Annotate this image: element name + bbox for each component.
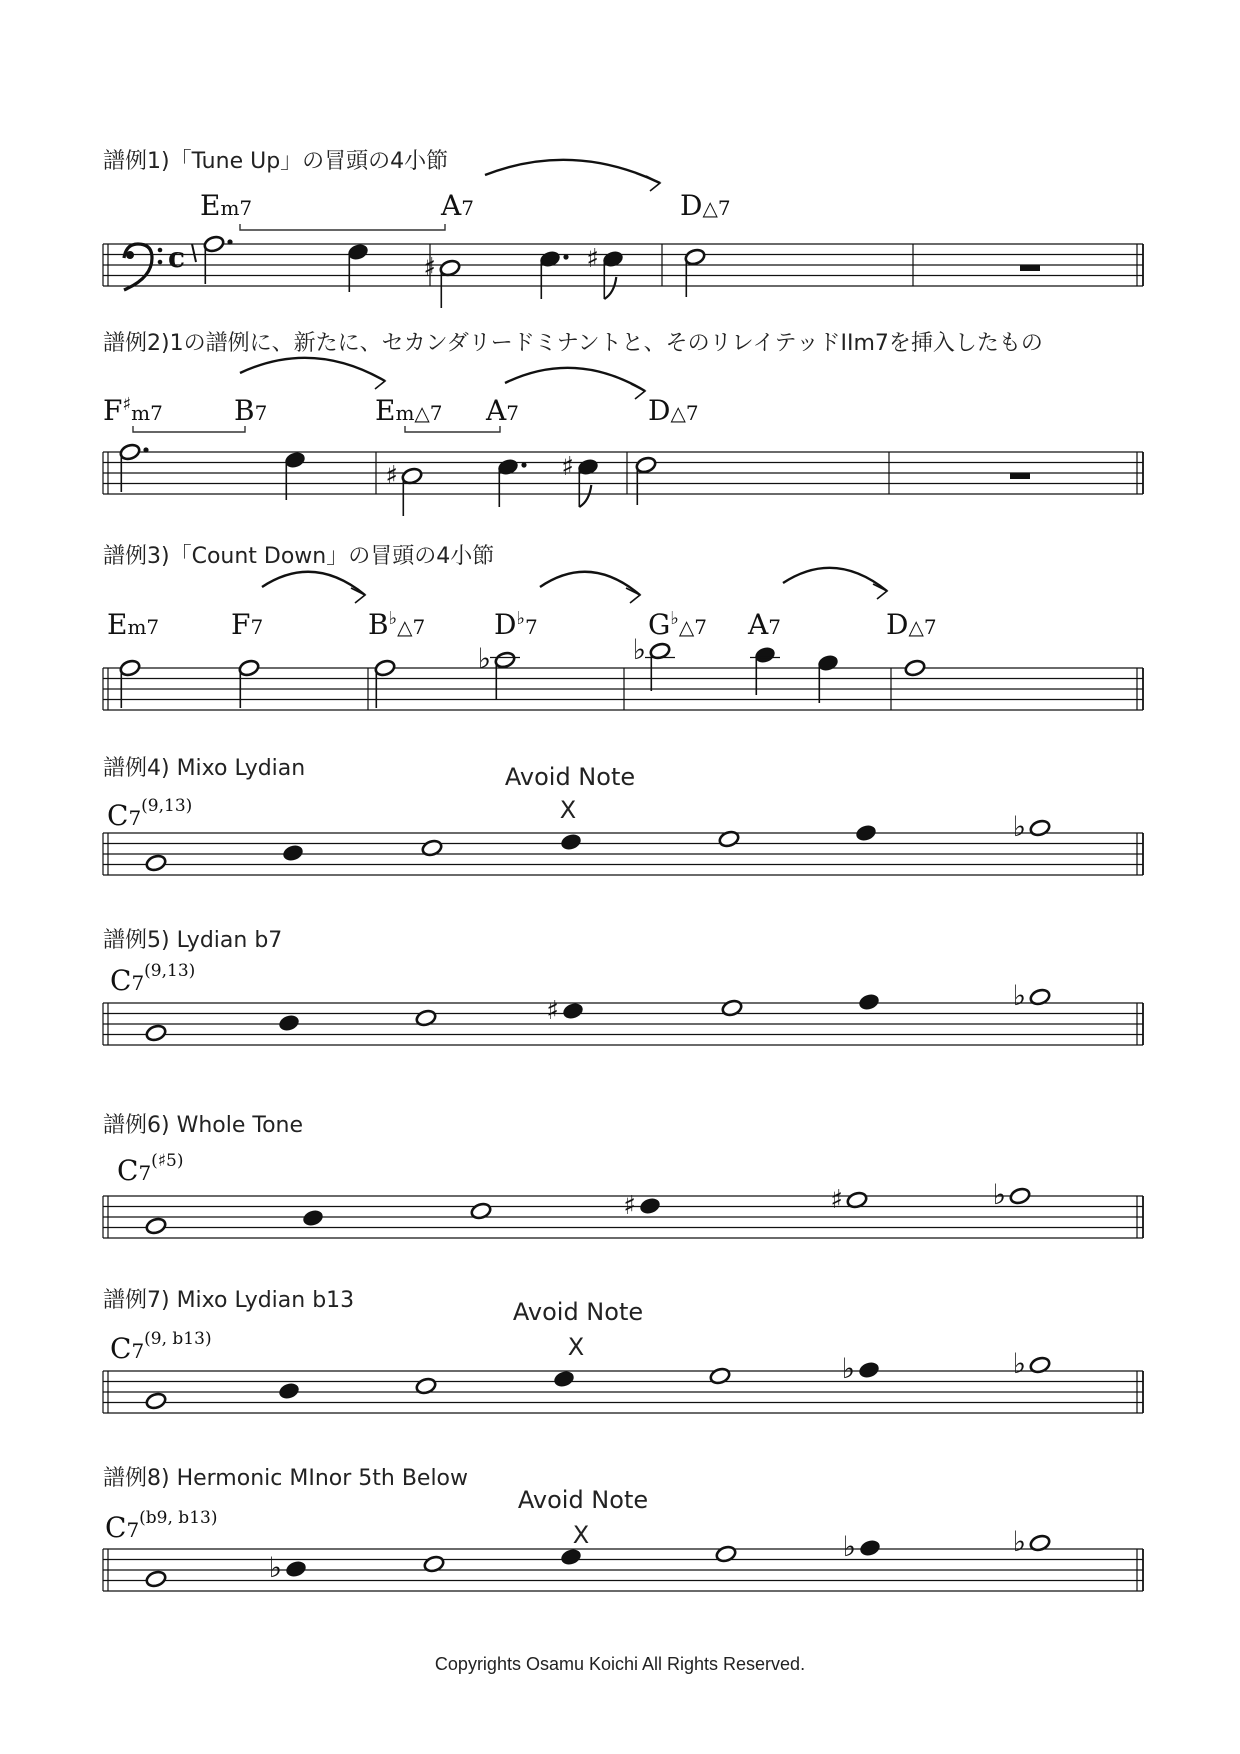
example-label: 譜例3)「Count Down」の冒頭の4小節 [103, 544, 495, 569]
chord-quality: 7 [131, 1339, 145, 1363]
bass-clef-dot [158, 248, 163, 253]
accidental: ♯ [546, 996, 559, 1026]
chord-symbol [494, 608, 538, 641]
chord-root: D [886, 608, 909, 641]
notehead [858, 993, 880, 1012]
note [145, 854, 167, 873]
chord-root: C [107, 799, 129, 832]
note [203, 235, 233, 284]
note [843, 1530, 881, 1563]
chord-extension: (9,13) [141, 796, 193, 816]
chord-symbol [747, 608, 781, 641]
notehead [278, 1382, 300, 1401]
chord-root: F [103, 394, 123, 427]
chord-quality: 7 [128, 806, 142, 830]
note [539, 250, 569, 299]
note [560, 1548, 582, 1567]
note [1013, 1347, 1051, 1380]
chord-symbol [648, 394, 699, 427]
notehead [817, 654, 839, 673]
chord-quality: 7 [768, 615, 781, 639]
staff [103, 833, 1143, 875]
chord-quality: 7 [131, 971, 145, 995]
accidental: ♭ [1012, 810, 1026, 843]
staff [103, 452, 1143, 494]
staff [103, 1003, 1143, 1045]
chord-extension: (9,13) [144, 961, 196, 981]
chord-symbol [648, 608, 707, 641]
notehead [145, 1217, 167, 1236]
note [145, 1392, 167, 1411]
notehead [553, 1370, 575, 1389]
accidental: ♭ [992, 1178, 1006, 1211]
chord-symbol [110, 1329, 212, 1365]
chord-symbol [485, 394, 519, 427]
whole-rest [1020, 265, 1040, 271]
note [478, 642, 520, 700]
chord-quality: △7 [397, 615, 426, 639]
avoid-note-label: Avoid Note [504, 763, 636, 791]
note [374, 659, 396, 708]
note [561, 452, 599, 507]
accidental: ♯ [423, 253, 436, 283]
chord-symbol [680, 189, 731, 222]
note [119, 659, 141, 708]
accidental: ♯ [586, 244, 599, 274]
chord-quality: 7 [506, 401, 519, 425]
example-label: 譜例8) Hermonic MInor 5th Below [103, 1466, 469, 1491]
notehead [374, 659, 396, 678]
note [238, 659, 260, 708]
example-label: 譜例2)1の譜例に、新たに、セカンダリードミナントと、そのリレイテッドIIm7を挿入したもの [103, 331, 1043, 356]
note-dot [227, 239, 232, 244]
chord-accidental: ♯ [122, 394, 132, 415]
note [904, 659, 926, 678]
chord-symbol [110, 961, 195, 997]
chord-root: G [648, 608, 671, 641]
chord-root: C [117, 1154, 139, 1187]
chord-root: E [375, 394, 396, 427]
chord-symbol [103, 394, 163, 427]
note [269, 1551, 307, 1584]
chord-symbol [105, 1508, 217, 1544]
resolution-arrow [262, 572, 365, 595]
note [282, 844, 304, 863]
chord-quality: △7 [908, 615, 937, 639]
chord-root: E [107, 608, 128, 641]
notehead [560, 1548, 582, 1567]
note [1013, 979, 1051, 1012]
note [546, 996, 584, 1026]
chord-root: D [648, 394, 671, 427]
chord-root: B [234, 394, 255, 427]
chord-quality: 7 [461, 196, 474, 220]
notehead [302, 1209, 324, 1228]
chord-symbol [375, 394, 443, 427]
accidental: ♭ [1012, 979, 1026, 1012]
chord-symbol [231, 608, 263, 641]
accidental: ♭ [477, 642, 491, 675]
chord-root: C [105, 1511, 127, 1544]
notehead [635, 456, 657, 475]
bass-clef-curve [124, 244, 152, 290]
chord-extension: (b9, b13) [139, 1508, 218, 1528]
chord-root: D [494, 608, 517, 641]
example-label: 譜例7) Mixo Lydian b13 [103, 1288, 355, 1313]
notehead [904, 659, 926, 678]
resolution-arrow [240, 358, 385, 381]
notehead [562, 1002, 584, 1021]
accidental: ♯ [830, 1185, 843, 1215]
note [1013, 810, 1051, 843]
notehead [709, 1367, 731, 1386]
note-dot [521, 462, 526, 467]
chord-quality: 7 [254, 401, 268, 425]
note [119, 443, 149, 492]
notehead [145, 1392, 167, 1411]
notehead [282, 844, 304, 863]
note [635, 456, 657, 505]
chord-accidental: ♭ [670, 608, 679, 629]
chord-symbol [234, 394, 267, 427]
notehead [715, 1545, 737, 1564]
example-label: 譜例6) Whole Tone [103, 1113, 304, 1138]
note [145, 1570, 167, 1589]
accidental: ♭ [1012, 1347, 1026, 1380]
chord-quality: 7 [524, 615, 538, 639]
chord-root: C [110, 1332, 132, 1365]
chord-quality: △7 [702, 196, 731, 220]
chord-root: A [486, 394, 507, 427]
note [858, 993, 880, 1012]
whole-rest [1010, 473, 1030, 479]
chord-root: B [368, 608, 389, 641]
notehead [855, 824, 877, 843]
bass-clef-dot [158, 260, 163, 265]
chord-root: D [680, 189, 703, 222]
notehead [721, 999, 743, 1018]
two-five-bracket [240, 224, 445, 230]
accidental: ♭ [268, 1551, 282, 1584]
avoid-note-label: Avoid Note [512, 1298, 644, 1326]
note [145, 1024, 167, 1043]
chord-root: E [200, 189, 221, 222]
chord-quality: m7 [220, 196, 253, 220]
chord-accidental: ♭ [516, 608, 525, 629]
chord-root: A [748, 608, 769, 641]
notehead [1029, 819, 1051, 838]
notehead [859, 1539, 881, 1558]
note [560, 833, 582, 852]
note [385, 461, 423, 516]
notehead [238, 659, 260, 678]
chord-quality: 7 [126, 1518, 140, 1542]
notehead [684, 248, 706, 267]
note [278, 1014, 300, 1033]
notehead [494, 651, 516, 670]
note [278, 1382, 300, 1401]
breath-mark [192, 244, 196, 262]
staff [103, 668, 1143, 710]
note [423, 253, 461, 308]
resolution-arrow [540, 572, 640, 595]
chord-symbol [440, 189, 474, 222]
chord-extension: (♯5) [151, 1151, 184, 1171]
example-label: 譜例5) Lydian b7 [103, 928, 283, 953]
notehead [858, 1361, 880, 1380]
accidental: ♭ [841, 1352, 855, 1385]
note [855, 824, 877, 843]
accidental: ♭ [842, 1530, 856, 1563]
notehead [145, 1570, 167, 1589]
note [830, 1185, 868, 1215]
chord-symbol [886, 608, 937, 641]
avoid-note-mark: X [572, 1521, 590, 1549]
chord-root: F [231, 608, 251, 641]
example-label: 譜例1)「Tune Up」の冒頭の4小節 [103, 149, 449, 174]
chord-symbol [200, 189, 252, 222]
avoid-note-mark: X [559, 796, 577, 824]
notehead [278, 1014, 300, 1033]
note [684, 248, 706, 297]
note [715, 1545, 737, 1564]
note-flag [604, 277, 616, 299]
note [302, 1209, 324, 1228]
resolution-arrow [783, 568, 887, 591]
staff [103, 1371, 1143, 1413]
accidental: ♯ [385, 461, 398, 491]
notehead [754, 646, 776, 665]
notehead [1009, 1187, 1031, 1206]
accidental: ♭ [1012, 1525, 1026, 1558]
staff [103, 244, 1143, 286]
notehead [560, 833, 582, 852]
chord-extension: (9, b13) [144, 1329, 212, 1349]
notehead [439, 259, 461, 278]
note [633, 633, 675, 691]
notehead [145, 854, 167, 873]
chord-quality: m7 [131, 401, 163, 425]
resolution-arrow [485, 160, 660, 183]
accidental: ♭ [632, 633, 646, 666]
notehead [203, 235, 225, 254]
chord-root: A [441, 189, 462, 222]
note [750, 646, 780, 695]
chord-quality: 7 [138, 1161, 152, 1185]
copyright-footer: Copyrights Osamu Koichi All Rights Reserved. [434, 1654, 806, 1674]
chord-quality: △7 [678, 615, 707, 639]
note [553, 1370, 575, 1389]
staff [103, 1549, 1143, 1591]
notehead [119, 659, 141, 678]
avoid-note-mark: X [567, 1333, 585, 1361]
note-dot [563, 254, 568, 259]
accidental: ♯ [623, 1191, 636, 1221]
common-time: c [168, 241, 186, 274]
notehead [347, 243, 369, 262]
chord-quality: △7 [670, 401, 699, 425]
notehead [401, 467, 423, 486]
notehead [145, 1024, 167, 1043]
notehead [284, 451, 306, 470]
note [284, 451, 306, 500]
chord-quality: 7 [250, 615, 264, 639]
note [1013, 1525, 1051, 1558]
chord-root: C [110, 964, 132, 997]
chord-quality: m7 [127, 615, 160, 639]
note [842, 1352, 880, 1385]
notehead [119, 443, 141, 462]
chord-accidental: ♭ [388, 608, 398, 629]
notehead [639, 1197, 661, 1216]
note [145, 1217, 167, 1236]
accidental: ♯ [561, 452, 574, 482]
note [721, 999, 743, 1018]
chord-symbol [117, 1151, 183, 1187]
notehead [285, 1560, 307, 1579]
chord-symbol [368, 608, 425, 641]
note [347, 243, 369, 292]
resolution-arrow [505, 368, 645, 391]
example-label: 譜例4) Mixo Lydian [103, 756, 306, 781]
chord-quality: m△7 [395, 401, 443, 425]
chord-symbol [107, 608, 159, 641]
two-five-bracket [133, 426, 245, 432]
note-dot [143, 447, 148, 452]
note [586, 244, 624, 299]
note [497, 458, 527, 507]
avoid-note-label: Avoid Note [517, 1486, 649, 1514]
note-flag [579, 485, 591, 507]
note [709, 1367, 731, 1386]
bass-clef-dot [126, 251, 134, 259]
chord-symbol [107, 796, 192, 832]
